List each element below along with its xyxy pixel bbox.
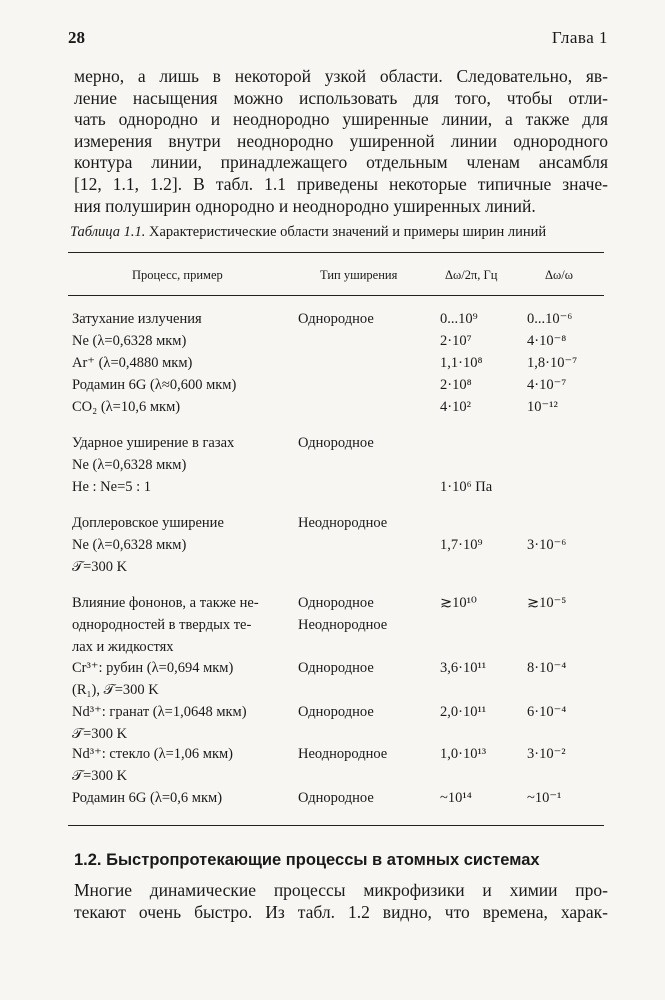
cell-process: Влияние фононов, а также не- bbox=[72, 595, 259, 611]
cell-broadening: Однородное bbox=[298, 435, 374, 451]
paragraph-line: контура линии, принадлежащего отдельным членам ансамбля bbox=[74, 152, 608, 173]
cell-process: Родамин 6G (λ≈0,600 мкм) bbox=[72, 377, 237, 393]
cell-relative-width: 4·10⁻⁷ bbox=[527, 377, 567, 393]
cell-process: Ударное уширение в газах bbox=[72, 435, 235, 451]
table-caption-text: Характеристические области значений и примеры ширин линий bbox=[148, 224, 547, 240]
cell-process: Родамин 6G (λ=0,6 мкм) bbox=[72, 790, 223, 806]
cell-broadening: Однородное bbox=[298, 704, 374, 720]
cell-relative-width: 10⁻¹² bbox=[527, 399, 558, 415]
paragraph-line: чать однородно и неоднородно уширенные линии, а также для bbox=[74, 109, 608, 130]
cell-process: 𝒯=300 K bbox=[72, 726, 128, 742]
cell-relative-width: ≳10⁻⁵ bbox=[527, 595, 567, 611]
chapter-title: Глава 1 bbox=[551, 28, 608, 47]
cell-process: 𝒯=300 K bbox=[72, 559, 128, 575]
cell-broadening: Однородное bbox=[298, 790, 374, 806]
table-bottom-rule bbox=[68, 825, 604, 826]
table-top-rule bbox=[68, 252, 604, 253]
cell-linewidth: 3,6·10¹¹ bbox=[440, 660, 487, 676]
cell-process: He : Ne=5 : 1 bbox=[72, 479, 152, 495]
cell-process: Ar⁺ (λ=0,4880 мкм) bbox=[72, 355, 193, 371]
cell-linewidth: 1,0·10¹³ bbox=[440, 746, 487, 762]
table-caption-label: Таблица 1.1. bbox=[70, 224, 146, 240]
cell-process: однородностей в твердых те- bbox=[72, 617, 252, 633]
cell-process: Ne (λ=0,6328 мкм) bbox=[72, 537, 187, 553]
cell-process: Cr³⁺: рубин (λ=0,694 мкм) bbox=[72, 660, 234, 676]
cell-linewidth: 2·10⁷ bbox=[440, 333, 472, 349]
header-linewidth: Δω/2π, Гц bbox=[445, 268, 498, 282]
cell-relative-width: 4·10⁻⁸ bbox=[527, 333, 567, 349]
paragraph-line: текают очень быстро. Из табл. 1.2 видно, что времена, харак- bbox=[74, 901, 608, 922]
paragraph-line: измерения внутри неоднородно уширенной линии однородного bbox=[74, 130, 608, 151]
running-head bbox=[68, 28, 608, 50]
cell-process: Затухание излучения bbox=[72, 311, 202, 327]
paragraph-line: ление насыщения можно использовать для того, чтобы отли- bbox=[74, 87, 608, 108]
cell-process: Ne (λ=0,6328 мкм) bbox=[72, 457, 187, 473]
cell-relative-width: 0...10⁻⁶ bbox=[527, 311, 573, 327]
page-number: 28 bbox=[68, 28, 85, 47]
cell-broadening: Неоднородное bbox=[298, 617, 388, 633]
paragraph-line: ния полуширин однородно и неоднородно уширенных линий. bbox=[74, 195, 536, 216]
cell-linewidth: 0...10⁹ bbox=[440, 311, 478, 327]
cell-linewidth: 2·10⁸ bbox=[440, 377, 472, 393]
cell-linewidth: 1·10⁶ Па bbox=[440, 479, 493, 495]
cell-relative-width: 3·10⁻² bbox=[527, 746, 566, 762]
cell-process: Ne (λ=0,6328 мкм) bbox=[72, 333, 187, 349]
paragraph-line: [12, 1.1, 1.2]. В табл. 1.1 приведены некоторые типичные значе- bbox=[74, 173, 608, 194]
cell-linewidth: 2,0·10¹¹ bbox=[440, 704, 487, 720]
header-relative-width: Δω/ω bbox=[545, 268, 573, 282]
paragraph-line: Многие динамические процессы микрофизики и химии про- bbox=[74, 880, 608, 900]
cell-process: Доплеровское уширение bbox=[72, 515, 224, 531]
cell-linewidth: 1,7·10⁹ bbox=[440, 537, 483, 553]
cell-process: Nd³⁺: гранат (λ=1,0648 мкм) bbox=[72, 704, 247, 720]
intro-paragraph bbox=[74, 66, 608, 217]
cell-broadening: Однородное bbox=[298, 595, 374, 611]
cell-broadening: Однородное bbox=[298, 311, 374, 327]
cell-broadening: Неоднородное bbox=[298, 515, 388, 531]
cell-relative-width: 6·10⁻⁴ bbox=[527, 704, 567, 720]
paragraph-line: мерно, а лишь в некоторой узкой области. Следовательно, яв- bbox=[74, 66, 608, 86]
table-caption bbox=[70, 224, 610, 241]
cell-process: CO₂ (λ=10,6 мкм) bbox=[72, 399, 181, 415]
cell-process: Nd³⁺: стекло (λ=1,06 мкм) bbox=[72, 746, 234, 762]
cell-relative-width: 8·10⁻⁴ bbox=[527, 660, 567, 676]
cell-linewidth: ≳10¹⁰ bbox=[440, 595, 477, 611]
cell-linewidth: 4·10² bbox=[440, 399, 471, 415]
cell-relative-width: ~10⁻¹ bbox=[527, 790, 562, 806]
cell-relative-width: 1,8·10⁻⁷ bbox=[527, 355, 578, 371]
cell-process: лах и жидкостях bbox=[72, 639, 174, 655]
table-header-rule bbox=[68, 295, 604, 296]
cell-broadening: Неоднородное bbox=[298, 746, 388, 762]
closing-paragraph bbox=[74, 880, 608, 923]
cell-relative-width: 3·10⁻⁶ bbox=[527, 537, 567, 553]
cell-process: 𝒯=300 K bbox=[72, 768, 128, 784]
header-broadening: Тип уширения bbox=[320, 268, 398, 282]
cell-broadening: Однородное bbox=[298, 660, 374, 676]
section-heading: 1.2. Быстропротекающие процессы в атомных системах bbox=[74, 851, 540, 869]
cell-linewidth: ~10¹⁴ bbox=[440, 790, 472, 806]
header-process: Процесс, пример bbox=[132, 268, 223, 282]
cell-process: (R₁), 𝒯=300 K bbox=[72, 682, 159, 698]
cell-linewidth: 1,1·10⁸ bbox=[440, 355, 483, 371]
